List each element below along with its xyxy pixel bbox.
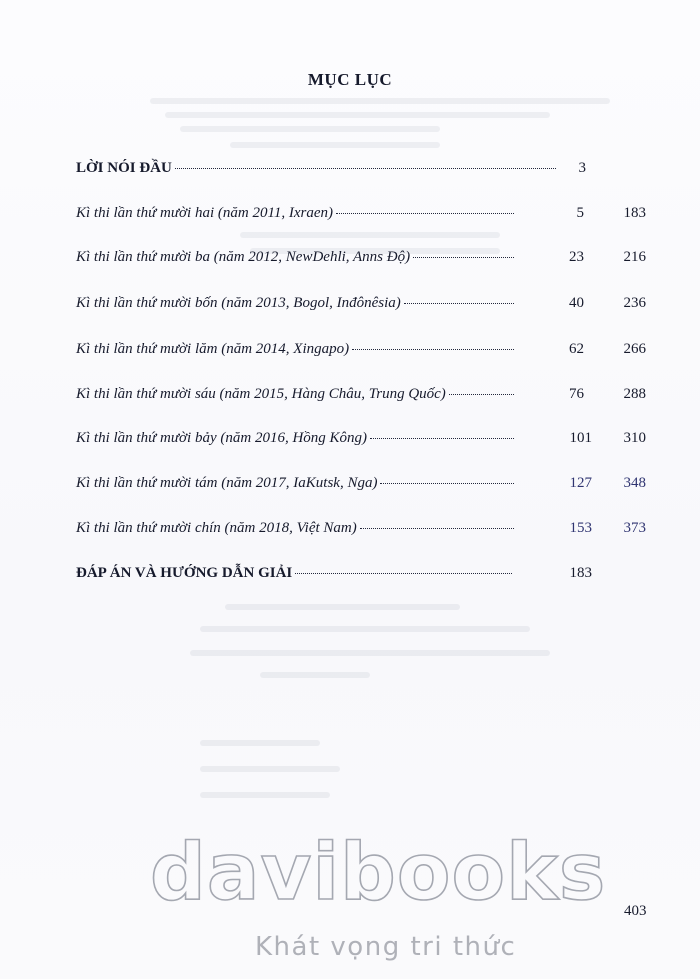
toc-entry-label: Kì thi lần thứ mười bốn (năm 2013, Bogol, Inđônêsia) <box>76 295 401 311</box>
toc-entry-page: 62 <box>569 341 584 357</box>
dot-leader <box>352 349 514 350</box>
toc-entry <box>76 160 562 182</box>
dot-leader <box>380 483 514 484</box>
show-through-line <box>200 792 330 798</box>
toc-entry-page: 183 <box>569 565 592 581</box>
toc-entry-page: 76 <box>569 386 584 402</box>
toc-entry <box>76 475 520 497</box>
toc-entry <box>76 520 520 542</box>
toc-entry-page: 153 <box>569 520 592 536</box>
toc-entry <box>76 295 520 317</box>
toc-entry <box>76 430 520 452</box>
dot-leader <box>449 394 514 395</box>
toc-entry-label: Kì thi lần thứ mười sáu (năm 2015, Hàng Châu, Trung Quốc) <box>76 386 446 402</box>
show-through-line <box>230 142 440 148</box>
show-through-line <box>180 126 440 132</box>
toc-entry-page: 101 <box>569 430 592 446</box>
toc-entry-answer-page: 373 <box>623 520 646 536</box>
show-through-line <box>150 98 610 104</box>
show-through-line <box>190 650 550 656</box>
toc-entry-label: Kì thi lần thứ mười hai (năm 2011, Ixraen) <box>76 205 333 221</box>
toc-entry-page: 3 <box>578 160 586 176</box>
dot-leader <box>336 213 514 214</box>
toc-entry-label: Kì thi lần thứ mười tám (năm 2017, IaKutsk, Nga) <box>76 475 378 491</box>
toc-entry-answer-page: 183 <box>623 205 646 221</box>
toc-entry <box>76 565 518 587</box>
show-through-line <box>165 112 550 118</box>
toc-entry-answer-page: 216 <box>623 249 646 265</box>
toc-entry <box>76 341 520 363</box>
watermark-logo: davibooks <box>150 828 607 918</box>
dot-leader <box>360 528 514 529</box>
show-through-line <box>200 740 320 746</box>
show-through-line <box>200 766 340 772</box>
show-through-line <box>240 232 500 238</box>
dot-leader <box>370 438 514 439</box>
toc-entry-answer-page: 236 <box>623 295 646 311</box>
toc-entry-page: 5 <box>576 205 584 221</box>
toc-entry-answer-page: 310 <box>623 430 646 446</box>
show-through-line <box>200 626 530 632</box>
show-through-line <box>260 672 370 678</box>
watermark-slogan: Khát vọng tri thức <box>255 932 517 962</box>
toc-entry-label: Kì thi lần thứ mười ba (năm 2012, NewDehli, Anns Độ) <box>76 249 411 265</box>
page-number: 403 <box>624 903 647 919</box>
dot-leader <box>404 303 514 304</box>
toc-entry-page: 127 <box>569 475 592 491</box>
toc-title: MỤC LỤC <box>307 70 393 89</box>
toc-entry-answer-page: 288 <box>623 386 646 402</box>
show-through-line <box>225 604 460 610</box>
toc-entry-label: Kì thi lần thứ mười bảy (năm 2016, Hồng Kông) <box>76 430 368 446</box>
toc-entry-page: 40 <box>569 295 584 311</box>
toc-entry-label: ĐÁP ÁN VÀ HƯỚNG DẪN GIẢI <box>76 565 293 581</box>
toc-entry-answer-page: 266 <box>623 341 646 357</box>
dot-leader <box>175 168 556 169</box>
toc-entry-label: Kì thi lần thứ mười lăm (năm 2014, Xingapo) <box>76 341 350 357</box>
toc-entry <box>76 249 520 271</box>
toc-entry <box>76 205 520 227</box>
toc-entry-label: Kì thi lần thứ mười chín (năm 2018, Việt Nam) <box>76 520 357 536</box>
toc-entry-label: LỜI NÓI ĐẦU <box>76 160 172 176</box>
toc-entry-page: 23 <box>569 249 584 265</box>
toc-entry <box>76 386 520 408</box>
dot-leader <box>295 573 512 574</box>
toc-entry-answer-page: 348 <box>623 475 646 491</box>
dot-leader <box>413 257 514 258</box>
